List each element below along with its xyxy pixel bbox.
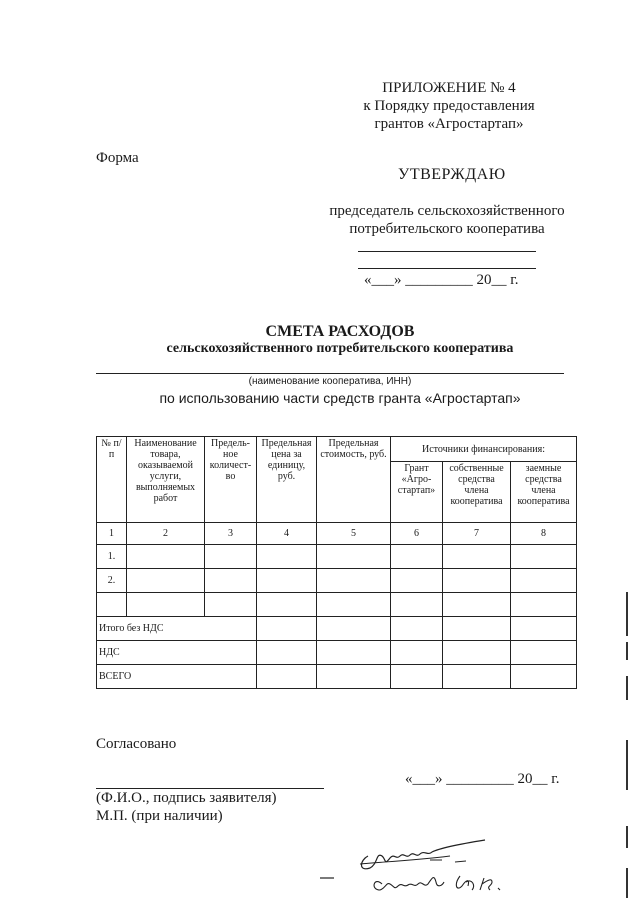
header-num: № п/п xyxy=(97,437,127,523)
col-number: 1 xyxy=(97,523,127,545)
col-number: 4 xyxy=(257,523,317,545)
header-own: собственные средства члена кооператива xyxy=(443,462,511,523)
scan-edge-mark xyxy=(626,826,628,848)
summary-row xyxy=(97,665,577,689)
applicant-caption: (Ф.И.О., подпись заявителя) xyxy=(96,790,277,806)
table-row xyxy=(97,593,577,617)
agreed-label: Согласовано xyxy=(96,736,177,752)
header-borrowed: заемные средства члена кооператива xyxy=(511,462,577,523)
header-grant: Грант «Агро-стартап» xyxy=(391,462,443,523)
col-number: 3 xyxy=(205,523,257,545)
header-total: Предельная стоимость, руб. xyxy=(317,437,391,523)
row-number xyxy=(97,593,127,617)
table-row xyxy=(97,569,577,593)
approve-position-line2: потребительского кооператива xyxy=(349,221,545,237)
header-unit-price: Предельная цена за единицу, руб. xyxy=(257,437,317,523)
row-number: 2. xyxy=(97,569,127,593)
form-label: Форма xyxy=(96,150,139,166)
document-subtitle: сельскохозяйственного потребительского кооператива xyxy=(166,341,514,356)
handwritten-signature xyxy=(320,828,530,898)
budget-table xyxy=(96,436,577,689)
col-number: 5 xyxy=(317,523,391,545)
scan-edge-mark xyxy=(626,642,628,660)
summary-label: НДС xyxy=(97,641,257,665)
summary-label: Итого без НДС xyxy=(97,617,257,641)
summary-row xyxy=(97,641,577,665)
approve-name-line xyxy=(358,268,536,269)
appendix-number: ПРИЛОЖЕНИЕ № 4 xyxy=(382,80,516,96)
document-purpose: по использованию части средств гранта «Агростартап» xyxy=(159,390,521,406)
document-title: СМЕТА РАСХОДОВ xyxy=(265,323,415,340)
col-number: 2 xyxy=(127,523,205,545)
cooperative-name-caption: (наименование кооператива, ИНН) xyxy=(248,376,412,387)
scan-edge-mark xyxy=(626,676,628,700)
header-sources: Источники финансирования: xyxy=(391,437,577,462)
col-number: 6 xyxy=(391,523,443,545)
col-number: 7 xyxy=(443,523,511,545)
appendix-grants: грантов «Агростартап» xyxy=(374,116,524,132)
footer-date: «___» _________ 20__ г. xyxy=(405,771,560,787)
table-row xyxy=(97,545,577,569)
appendix-order: к Порядку предоставления xyxy=(363,98,535,114)
scan-edge-mark xyxy=(626,868,628,898)
cooperative-name-line xyxy=(96,373,564,374)
approve-title: УТВЕРЖДАЮ xyxy=(398,166,506,183)
approve-signature-line xyxy=(358,251,536,252)
header-name: Наименование товара, оказываемой услуги, выполняемых работ xyxy=(127,437,205,523)
row-number: 1. xyxy=(97,545,127,569)
column-number-row xyxy=(97,523,577,545)
scan-edge-mark xyxy=(626,592,628,636)
applicant-signature-line xyxy=(96,788,324,789)
header-qty: Предель-ное количест-во xyxy=(205,437,257,523)
approve-position-line1: председатель сельскохозяйственного xyxy=(329,203,565,219)
summary-label: ВСЕГО xyxy=(97,665,257,689)
col-number: 8 xyxy=(511,523,577,545)
summary-row xyxy=(97,617,577,641)
approve-date: «___» _________ 20__ г. xyxy=(364,272,519,288)
seal-caption: М.П. (при наличии) xyxy=(96,808,223,824)
scan-edge-mark xyxy=(626,740,628,790)
